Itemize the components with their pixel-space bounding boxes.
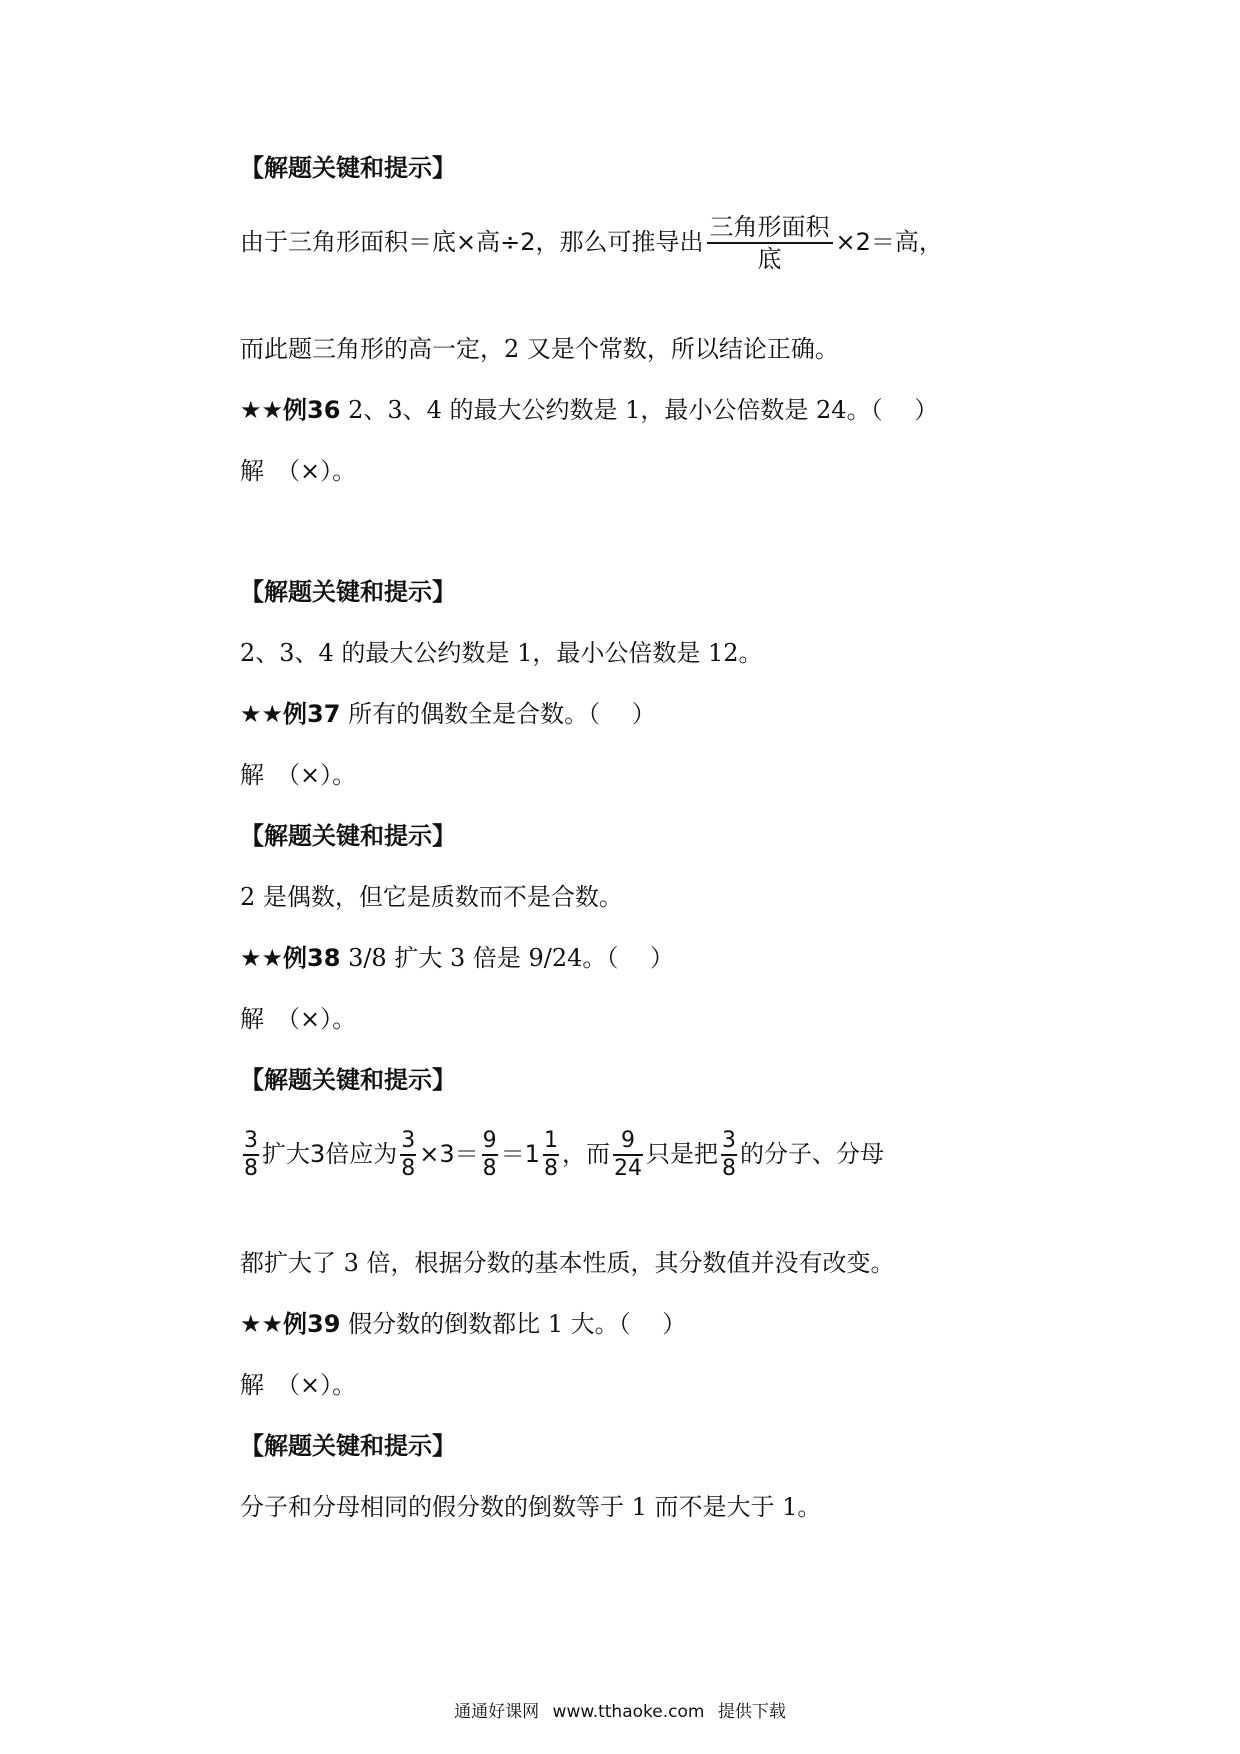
fraction-9-24 xyxy=(613,1128,643,1182)
formula-text: ，而 xyxy=(561,1139,610,1168)
hint-heading: 【解题关键和提示】 xyxy=(240,1432,456,1460)
formula-text: ＝1 xyxy=(500,1139,540,1168)
fraction-numerator: 3 xyxy=(244,1128,258,1153)
fraction-3-8 xyxy=(243,1128,259,1182)
fraction-denominator: 24 xyxy=(613,1155,642,1181)
fraction-numerator: 三角形面积 xyxy=(709,213,830,241)
formula-prefix: 由于三角形面积＝底×高÷2，那么可推导出 xyxy=(240,227,704,256)
example-number: 38 xyxy=(307,944,341,972)
example-label-stars: ★★例 xyxy=(240,700,308,728)
hint-heading: 【解题关键和提示】 xyxy=(240,822,456,850)
footer-note: 提供下载 xyxy=(717,1702,786,1722)
example-number: 37 xyxy=(307,700,341,728)
paragraph: 都扩大了 3 倍，根据分数的基本性质，其分数值并没有改变。 xyxy=(240,1249,895,1277)
formula-text: 的分子、分母 xyxy=(739,1139,884,1168)
example-question-text: 3/8 扩大 3 倍是 9/24。（ ） xyxy=(340,944,674,972)
formula-text: 只是把 xyxy=(645,1139,718,1168)
hint-text: 2、3、4 的最大公约数是 1，最小公倍数是 12。 xyxy=(240,639,763,667)
example-number: 36 xyxy=(307,396,341,424)
example-question-text: 所有的偶数全是合数。（ ） xyxy=(340,700,656,728)
hint-heading: 【解题关键和提示】 xyxy=(240,578,456,606)
hint-heading: 【解题关键和提示】 xyxy=(240,1066,456,1094)
fraction-denominator: 8 xyxy=(721,1155,736,1181)
example-label-stars: ★★例 xyxy=(240,944,308,972)
fraction-numerator: 9 xyxy=(482,1128,497,1153)
fraction-denominator: 8 xyxy=(401,1155,416,1181)
hint-text: 分子和分母相同的假分数的倒数等于 1 而不是大于 1。 xyxy=(240,1493,822,1521)
fraction-denominator: 底 xyxy=(757,244,782,273)
fraction-3-8 xyxy=(721,1128,737,1182)
example-question-text: 2、3、4 的最大公约数是 1，最小公倍数是 24。（ ） xyxy=(340,396,939,424)
fraction-denominator: 8 xyxy=(543,1155,558,1181)
fraction-numerator: 1 xyxy=(543,1128,558,1153)
formula-line-2 xyxy=(240,1128,884,1182)
fraction-area-over-base xyxy=(707,212,833,274)
example-37-question xyxy=(240,698,656,730)
paragraph: 而此题三角形的高一定，2 又是个常数，所以结论正确。 xyxy=(240,335,839,363)
formula-text: 扩大3倍应为 xyxy=(262,1139,398,1168)
formula-suffix: ×2＝高， xyxy=(835,227,943,256)
example-39-question xyxy=(240,1308,686,1340)
example-36-answer: 解 （×）。 xyxy=(240,457,357,485)
example-question-text: 假分数的倒数都比 1 大。（ ） xyxy=(340,1310,687,1338)
example-label-stars: ★★例 xyxy=(240,1310,308,1338)
footer-url: www.tthaoke.com xyxy=(552,1702,705,1722)
example-36-question xyxy=(240,394,938,426)
fraction-numerator: 3 xyxy=(721,1128,736,1153)
formula-text: ×3＝ xyxy=(419,1139,479,1168)
fraction-denominator: 8 xyxy=(244,1155,258,1181)
example-number: 39 xyxy=(307,1310,341,1338)
example-38-answer: 解 （×）。 xyxy=(240,1005,357,1033)
hint-heading: 【解题关键和提示】 xyxy=(240,154,456,182)
fraction-denominator: 8 xyxy=(482,1155,497,1181)
example-37-answer: 解 （×）。 xyxy=(240,761,357,789)
fraction-1-8 xyxy=(543,1128,559,1182)
formula-line-1 xyxy=(240,212,943,274)
page-footer xyxy=(0,1697,1240,1722)
example-39-answer: 解 （×）。 xyxy=(240,1371,357,1399)
example-38-question xyxy=(240,942,674,974)
fraction-numerator: 9 xyxy=(620,1128,635,1153)
hint-text: 2 是偶数，但它是质数而不是合数。 xyxy=(240,883,623,911)
fraction-numerator: 3 xyxy=(401,1128,416,1153)
example-label-stars: ★★例 xyxy=(240,396,308,424)
fraction-3-8 xyxy=(400,1128,416,1182)
footer-site-name: 通通好课网 xyxy=(454,1702,540,1722)
fraction-9-8 xyxy=(482,1128,498,1182)
